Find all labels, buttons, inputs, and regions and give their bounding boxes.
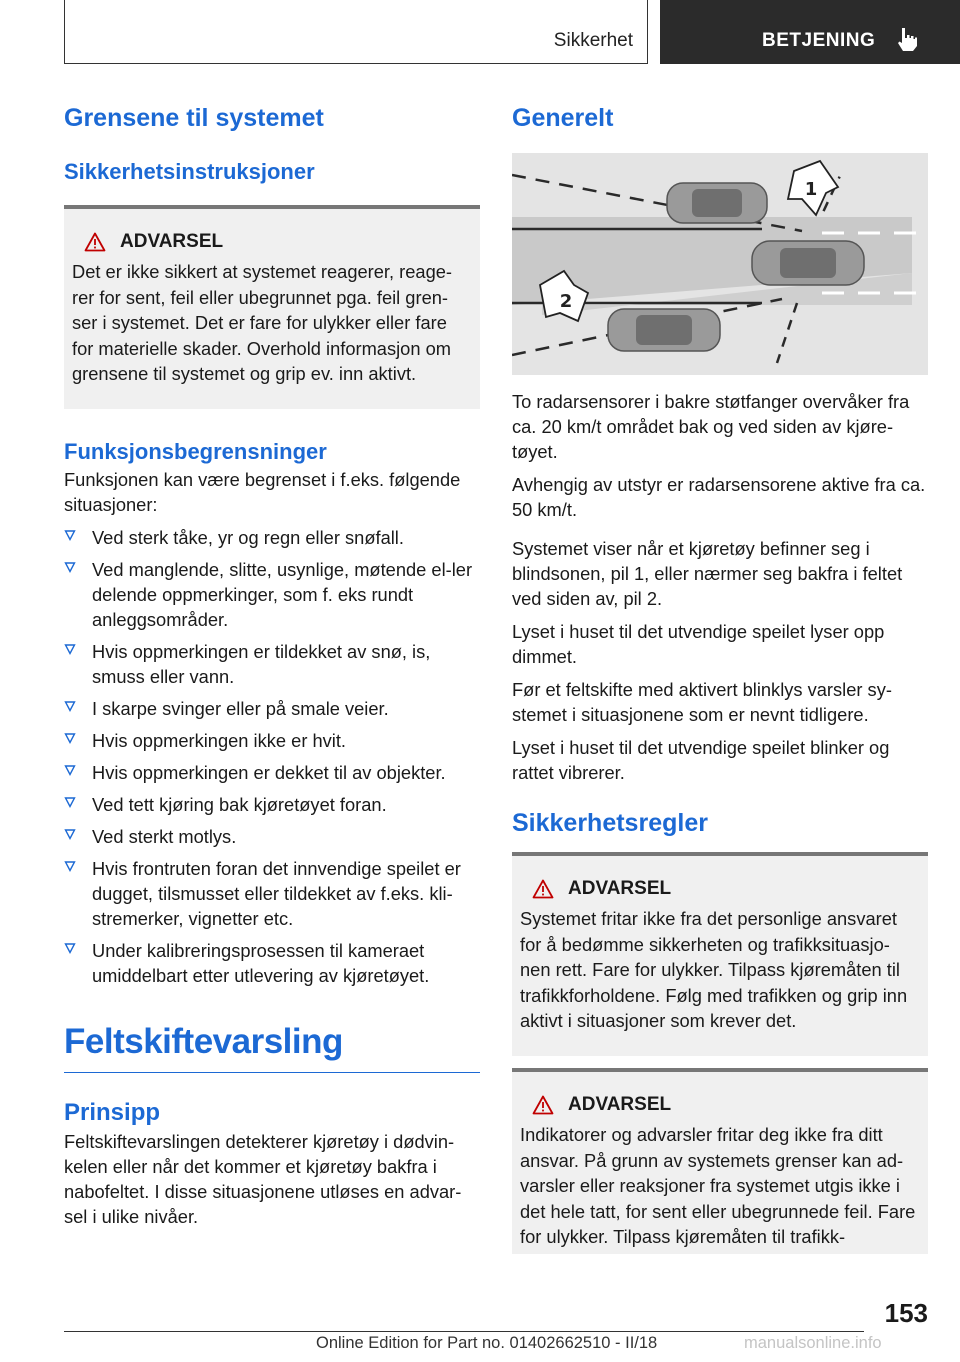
warning-text: Indikatorer og advarsler fritar deg ikke fra ditt ansvar. På grunn av systemets grenser kan ad-varsler eller reaksjoner fra systemet utgis ikke i det hele tatt, for sent eller ubegrunnede feil. Fare for ulykker. Tilpass kjøremåten til trafikk- — [520, 1124, 916, 1247]
list-item-text: Hvis oppmerkingen er tildekket av snø, is, smuss eller vann. — [92, 641, 431, 687]
triangle-bullet-icon — [64, 529, 76, 541]
header-section-box — [64, 0, 648, 64]
list-item — [64, 639, 480, 689]
function-limits-list — [64, 525, 480, 988]
list-item-text: Ved tett kjøring bak kjøretøyet foran. — [92, 794, 387, 815]
function-intro: Funksjonen kan være begrenset i f.eks. følgende situasjoner: — [64, 469, 461, 515]
list-item — [64, 856, 480, 931]
triangle-bullet-icon — [64, 561, 76, 573]
list-item-text: Under kalibreringsprosessen til kameraet umiddelbart etter utlevering av kjøretøyet. — [92, 940, 430, 986]
heading-safety-instructions: Sikkerhetsinstruksjoner — [64, 159, 315, 184]
warning-title-text: ADVARSEL — [120, 231, 224, 252]
list-item — [64, 525, 480, 550]
heading-lane-change-warning: Feltskiftevarsling — [64, 1022, 343, 1061]
arrow-2-label: 2 — [559, 291, 573, 312]
warning-title — [520, 1094, 918, 1116]
warning-box — [512, 1068, 928, 1254]
blind-spot-illustration — [512, 153, 928, 375]
hand-pointer-icon — [896, 26, 918, 52]
list-item — [64, 760, 480, 785]
general-p5: Før et feltskifte med aktivert blinklys varsler sy-stemet i situasjonene som er nevnt tidligere. — [512, 679, 892, 725]
heading-principle: Prinsipp — [64, 1099, 161, 1126]
header-section-title: Sikkerhet — [553, 30, 633, 51]
triangle-bullet-icon — [64, 732, 76, 744]
warning-box — [64, 205, 480, 409]
triangle-bullet-icon — [64, 643, 76, 655]
triangle-bullet-icon — [64, 860, 76, 872]
footer-divider — [64, 1331, 864, 1332]
warning-title — [72, 231, 470, 253]
car-middle — [752, 241, 864, 285]
general-p6: Lyset i huset til det utvendige speilet blinker og rattet vibrerer. — [512, 737, 890, 783]
warning-title-text: ADVARSEL — [568, 1094, 672, 1115]
general-p2: Avhengig av utstyr er radarsensorene aktive fra ca. 50 km/t. — [512, 474, 926, 520]
page-number: 153 — [884, 1298, 928, 1328]
list-item-text: Hvis frontruten foran det innvendige speilet er dugget, tilsmusset eller tildekket av f.eks. kli-stremerker, vignetter etc. — [92, 858, 461, 929]
general-p3: Systemet viser når et kjøretøy befinner seg i blindsonen, pil 1, eller nærmer seg bakfra i feltet ved siden av, pil 2. — [512, 538, 903, 609]
car-bottom — [608, 309, 720, 351]
warning-triangle-icon — [84, 232, 106, 252]
list-item-text: Hvis oppmerkingen er dekket til av objekter. — [92, 762, 446, 783]
list-item-text: Ved sterk tåke, yr og regn eller snøfall. — [92, 527, 404, 548]
heading-system-limits: Grensene til systemet — [64, 104, 324, 132]
triangle-bullet-icon — [64, 700, 76, 712]
list-item — [64, 728, 480, 753]
arrow-1-label: 1 — [804, 179, 818, 200]
triangle-bullet-icon — [64, 828, 76, 840]
heading-safety-rules: Sikkerhetsregler — [512, 809, 708, 837]
list-item — [64, 824, 480, 849]
list-item — [64, 696, 480, 721]
list-item — [64, 557, 480, 632]
list-item-text: Ved sterkt motlys. — [92, 826, 237, 847]
heading-underline — [64, 1072, 480, 1073]
left-column — [64, 100, 480, 1229]
principle-text: Feltskiftevarslingen detekterer kjøretøy i dødvin-kelen eller når det kommer et kjøretøy bakfra i nabofeltet. I disse situasjonene utløses en advar-sel i ulike nivåer. — [64, 1131, 462, 1227]
warning-title-text: ADVARSEL — [568, 878, 672, 899]
warning-triangle-icon — [532, 1095, 554, 1115]
footer-watermark: manualsonline.info — [744, 1334, 882, 1352]
header-chapter-title: BETJENING — [762, 30, 876, 51]
heading-function-limits: Funksjonsbegrensninger — [64, 439, 327, 464]
heading-general: Generelt — [512, 104, 614, 132]
footer-edition: Online Edition for Part no. 01402662510 - II/18 — [316, 1334, 658, 1352]
general-p1: To radarsensorer i bakre støtfanger overvåker fra ca. 20 km/t området bak og ved siden av kjøre-tøyet. — [512, 391, 910, 462]
warning-triangle-icon — [532, 879, 554, 899]
triangle-bullet-icon — [64, 796, 76, 808]
header-chapter-tab — [660, 0, 960, 64]
right-column — [512, 100, 928, 1254]
warning-title — [520, 878, 918, 900]
list-item-text: Ved manglende, slitte, usynlige, møtende el-ler delende oppmerkinger, som f. eks rundt anleggsområder. — [92, 559, 473, 630]
warning-box — [512, 852, 928, 1056]
warning-text: Systemet fritar ikke fra det personlige ansvaret for å bedømme sikkerheten og trafikksituasjo-nen rett. Fare for ulykker. Tilpass kjøremåten til trafikkforholdene. Følg med trafikken og grip inn aktivt i situasjoner som krever det. — [520, 908, 908, 1031]
list-item-text: Hvis oppmerkingen ikke er hvit. — [92, 730, 347, 751]
car-top — [667, 183, 767, 223]
list-item — [64, 792, 480, 817]
list-item — [64, 938, 480, 988]
general-p4: Lyset i huset til det utvendige speilet lyser opp dimmet. — [512, 621, 885, 667]
road-diagram — [512, 153, 928, 375]
warning-text: Det er ikke sikkert at systemet reagerer, reage-rer for sent, feil eller ubegrunnet pga. feil gren-ser i systemet. Det er fare for ulykker eller fare for materielle skader. Overhold informasjon om grensene til systemet og grip ev. inn aktivt. — [72, 261, 452, 384]
list-item-text: I skarpe svinger eller på smale veier. — [92, 698, 389, 719]
triangle-bullet-icon — [64, 764, 76, 776]
triangle-bullet-icon — [64, 942, 76, 954]
